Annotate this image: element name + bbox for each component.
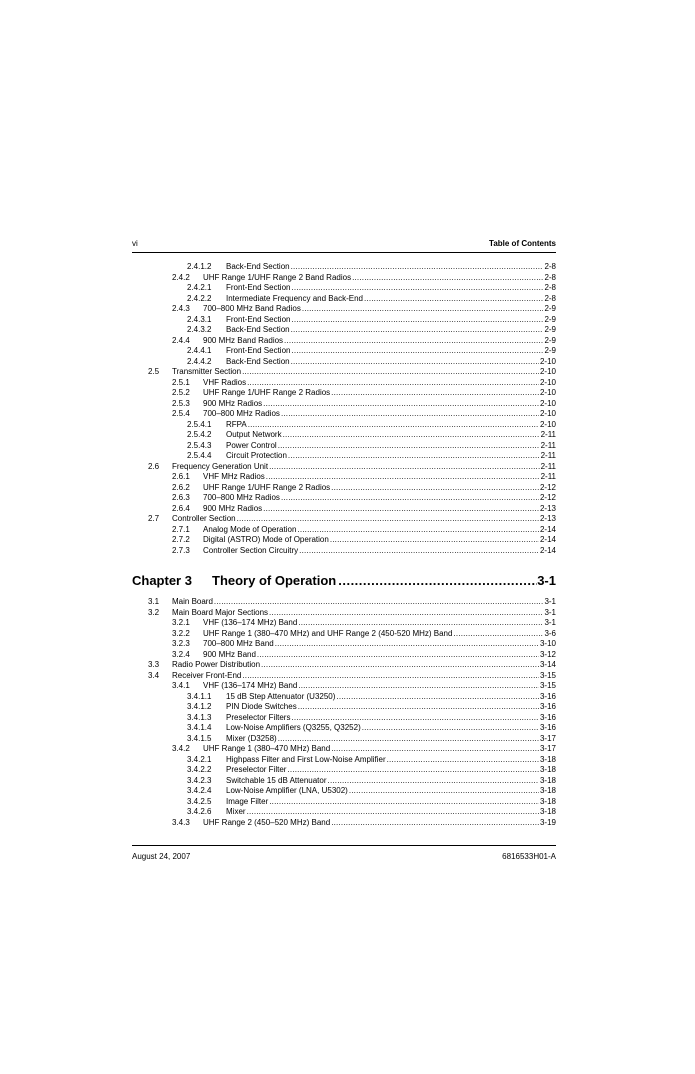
toc-entry-title: Controller Section Circuitry xyxy=(203,545,299,555)
toc-entry-page: 2-8 xyxy=(544,262,556,271)
toc-entry-title: Controller Section xyxy=(172,514,236,523)
toc-entry[interactable] xyxy=(132,409,556,420)
toc-entry-title: Front-End Section xyxy=(226,346,291,355)
toc-entry-number: 2.5.3 xyxy=(172,398,190,408)
toc-entry-title: Front-End Section xyxy=(226,283,291,292)
toc-entry-page: 3-18 xyxy=(539,796,556,806)
toc-entry-number: 2.5.4.1 xyxy=(187,419,212,429)
toc-entry-number: 2.4.3.1 xyxy=(187,314,212,324)
dot-leader xyxy=(283,430,540,441)
toc-entry-page: 3-18 xyxy=(539,775,556,785)
toc-entry-number: 2.5.4 xyxy=(172,409,190,418)
toc-entry[interactable] xyxy=(132,451,556,462)
toc-entry-page: 2-9 xyxy=(544,346,556,355)
dot-leader xyxy=(298,681,539,692)
toc-entry-page: 2-9 xyxy=(544,314,556,324)
toc-entry-title: 700–800 MHz Radios xyxy=(203,409,280,418)
toc-entry[interactable] xyxy=(132,755,556,766)
footer-doc-number: 6816533H01-A xyxy=(502,852,556,861)
dot-leader xyxy=(331,483,539,494)
dot-leader xyxy=(362,723,539,734)
toc-entry-number: 2.4.1.2 xyxy=(187,262,212,271)
toc-entry-page: 3-18 xyxy=(539,807,556,816)
dot-leader xyxy=(248,420,539,431)
toc-entry-title: 900 MHz Band Radios xyxy=(203,335,284,345)
dot-leader xyxy=(338,571,537,591)
toc-entry-page: 3-1 xyxy=(544,618,556,627)
toc-entry[interactable] xyxy=(132,702,556,713)
dot-leader xyxy=(291,315,543,326)
toc-entry-title: Digital (ASTRO) Mode of Operation xyxy=(203,535,329,544)
toc-list-chapter-3 xyxy=(132,597,556,828)
toc-entry-title: 700–800 MHz Band xyxy=(203,639,274,648)
toc-entry-title: Receiver Front-End xyxy=(172,670,242,680)
toc-entry-number: 2.5.4.4 xyxy=(187,451,212,460)
toc-entry-title: Circuit Protection xyxy=(226,451,287,460)
toc-entry-page: 3-18 xyxy=(539,754,556,764)
toc-entry-number: 2.5.1 xyxy=(172,377,190,387)
toc-entry[interactable] xyxy=(132,504,556,515)
toc-entry-title: VHF (136–174 MHz) Band xyxy=(203,618,298,627)
dot-leader xyxy=(331,818,539,829)
toc-entry[interactable] xyxy=(132,734,556,745)
toc-entry-title: Frequency Generation Unit xyxy=(172,461,269,471)
toc-entry-page: 2-9 xyxy=(544,335,556,345)
toc-entry[interactable] xyxy=(132,535,556,546)
toc-entry-number: 3.4.2.6 xyxy=(187,807,212,816)
toc-entry-number: 2.6.1 xyxy=(172,472,190,481)
toc-entry[interactable] xyxy=(132,618,556,629)
dot-leader xyxy=(364,294,543,305)
toc-entry-number: 3.1 xyxy=(148,597,160,606)
running-section-title: Table of Contents xyxy=(489,239,556,248)
toc-entry-page: 3-16 xyxy=(539,702,556,711)
toc-entry-number: 3.2.1 xyxy=(172,618,190,627)
toc-entry-number: 3.4.2.4 xyxy=(187,786,212,795)
dot-leader xyxy=(328,776,539,787)
toc-entry[interactable] xyxy=(132,514,556,525)
dot-leader xyxy=(331,744,539,755)
toc-entry-title: Mixer xyxy=(226,807,246,816)
toc-entry-title: Output Network xyxy=(226,430,282,439)
toc-entry-page: 2-8 xyxy=(544,272,556,282)
toc-entry-title: UHF Range 1/UHF Range 2 Radios xyxy=(203,482,331,492)
toc-entry-page: 2-14 xyxy=(539,524,556,534)
toc-entry-page: 3-6 xyxy=(544,628,556,638)
toc-entry-title: 15 dB Step Attenuator (U3250) xyxy=(226,691,336,701)
toc-entry-page: 3-14 xyxy=(539,660,556,669)
toc-entry-title: UHF Range 2 (450–520 MHz) Band xyxy=(203,817,331,827)
dot-leader xyxy=(284,336,543,347)
toc-entry-page: 2-13 xyxy=(539,514,556,523)
dot-leader xyxy=(453,629,543,640)
toc-entry-page: 2-9 xyxy=(544,325,556,334)
toc-entry-number: 3.4.2.2 xyxy=(187,765,212,774)
chapter-label: Chapter 3 xyxy=(132,573,192,588)
toc-entry-number: 3.4.1 xyxy=(172,681,190,690)
dot-leader xyxy=(237,514,539,525)
toc-entry-title: Highpass Filter and First Low-Noise Amplifier xyxy=(226,754,386,764)
toc-entry-number: 2.4.4 xyxy=(172,335,190,345)
toc-entry[interactable] xyxy=(132,357,556,368)
toc-entry[interactable] xyxy=(132,671,556,682)
toc-entry[interactable] xyxy=(132,441,556,452)
toc-entry-title: UHF Range 1 (380–470 MHz) and UHF Range 2 (450-520 MHz) Band xyxy=(203,628,453,638)
toc-entry-number: 2.7.3 xyxy=(172,545,190,555)
toc-entry-number: 3.4.1.3 xyxy=(187,712,212,722)
toc-entry-title: UHF Range 1 (380–470 MHz) Band xyxy=(203,744,331,753)
toc-entry-title: UHF Range 1/UHF Range 2 Radios xyxy=(203,388,331,397)
dot-leader xyxy=(247,378,539,389)
dot-leader xyxy=(302,304,544,315)
toc-entry-number: 3.4.1.5 xyxy=(187,733,212,743)
dot-leader xyxy=(297,525,539,536)
toc-entry-page: 3-16 xyxy=(539,723,556,732)
toc-entry-page: 2-13 xyxy=(539,503,556,513)
toc-entry-page: 3-16 xyxy=(539,712,556,722)
dot-leader xyxy=(242,671,539,682)
dot-leader xyxy=(298,702,539,713)
toc-entry-title: VHF Radios xyxy=(203,377,247,387)
toc-entry-title: Switchable 15 dB Attenuator xyxy=(226,775,327,785)
toc-entry-page: 2-11 xyxy=(540,472,556,481)
toc-entry[interactable] xyxy=(132,346,556,357)
toc-entry[interactable] xyxy=(132,283,556,294)
toc-entry-page: 3-12 xyxy=(539,649,556,659)
toc-entry-number: 3.4.2 xyxy=(172,744,190,753)
toc-entry-number: 3.4.1.1 xyxy=(187,691,212,701)
toc-entry[interactable] xyxy=(132,797,556,808)
dot-leader xyxy=(352,273,543,284)
toc-entry-page: 2-10 xyxy=(539,409,556,418)
toc-entry-page: 2-8 xyxy=(544,293,556,303)
toc-entry-title: 900 MHz Radios xyxy=(203,503,263,513)
toc-entry-title: Low-Noise Amplifier (LNA, U5302) xyxy=(226,786,348,795)
toc-entry-title: Radio Power Distribution xyxy=(172,660,261,669)
toc-entry-number: 3.4.2.1 xyxy=(187,754,212,764)
toc-entry[interactable] xyxy=(132,336,556,347)
toc-entry-page: 3-18 xyxy=(539,786,556,795)
dot-leader xyxy=(214,597,544,608)
toc-entry-number: 3.2.3 xyxy=(172,639,190,648)
toc-entry-page: 2-9 xyxy=(544,304,556,313)
toc-entry-page: 2-12 xyxy=(539,493,556,502)
toc-entry-page: 2-10 xyxy=(539,377,556,387)
toc-entry[interactable] xyxy=(132,744,556,755)
toc-entry-title: 700–800 MHz Radios xyxy=(203,493,280,502)
toc-entry-title: Preselector Filters xyxy=(226,712,291,722)
dot-leader xyxy=(257,650,539,661)
dot-leader xyxy=(288,451,540,462)
toc-entry[interactable] xyxy=(132,723,556,734)
toc-entry-title: Image Filter xyxy=(226,796,269,806)
toc-entry-title: Front-End Section xyxy=(226,314,291,324)
toc-entry-page: 3-17 xyxy=(539,744,556,753)
toc-entry-title: Back-End Section xyxy=(226,262,290,271)
dot-leader xyxy=(281,493,539,504)
toc-entry[interactable] xyxy=(132,483,556,494)
toc-entry-title: PIN Diode Switches xyxy=(226,702,297,711)
toc-entry-title: UHF Range 1/UHF Range 2 Band Radios xyxy=(203,272,352,282)
toc-entry-number: 3.4.3 xyxy=(172,817,190,827)
toc-entry-number: 3.4.1.4 xyxy=(187,723,212,732)
page-header xyxy=(132,237,556,255)
toc-entry-title: Analog Mode of Operation xyxy=(203,524,297,534)
toc-entry-title: 900 MHz Band xyxy=(203,649,256,659)
toc-entry-page: 3-15 xyxy=(539,681,556,690)
toc-entry-title: 700–800 MHz Band Radios xyxy=(203,304,301,313)
toc-entry-number: 3.4.2.5 xyxy=(187,796,212,806)
footer-rule xyxy=(132,845,556,846)
toc-entry-page: 3-17 xyxy=(539,733,556,743)
toc-entry-page: 2-11 xyxy=(540,440,556,450)
dot-leader xyxy=(291,346,543,357)
dot-leader xyxy=(299,546,539,557)
toc-entry-title: Main Board xyxy=(172,597,213,606)
page-footer xyxy=(132,845,556,865)
toc-entry-number: 2.7.1 xyxy=(172,524,190,534)
toc-entry[interactable] xyxy=(132,597,556,608)
dot-leader xyxy=(261,660,539,671)
toc-entry[interactable] xyxy=(132,388,556,399)
dot-leader xyxy=(330,535,539,546)
dot-leader xyxy=(298,618,543,629)
toc-entry[interactable] xyxy=(132,493,556,504)
toc-entry-page: 3-18 xyxy=(539,765,556,774)
toc-entry-page: 2-10 xyxy=(539,388,556,397)
toc-entry-title: 900 MHz Radios xyxy=(203,398,263,408)
toc-entry[interactable] xyxy=(132,786,556,797)
dot-leader xyxy=(269,608,543,619)
toc-entry-title: Intermediate Frequency and Back-End xyxy=(226,293,363,303)
toc-entry[interactable] xyxy=(132,430,556,441)
toc-entry-page: 2-10 xyxy=(539,367,556,376)
toc-entry-page: 3-19 xyxy=(539,817,556,827)
toc-entry[interactable] xyxy=(132,776,556,787)
dot-leader xyxy=(331,388,539,399)
dot-leader xyxy=(266,472,540,483)
toc-entry-number: 2.6.2 xyxy=(172,482,190,492)
toc-entry-number: 2.4.2.2 xyxy=(187,293,212,303)
toc-entry-title: Back-End Section xyxy=(226,325,290,334)
toc-entry-number: 2.5.4.2 xyxy=(187,430,212,439)
toc-entry-number: 2.7.2 xyxy=(172,535,190,544)
dot-leader xyxy=(287,765,539,776)
dot-leader xyxy=(291,283,543,294)
toc-entry-title: VHF MHz Radios xyxy=(203,472,265,481)
toc-entry[interactable] xyxy=(132,525,556,536)
toc-entry-number: 2.5.4.3 xyxy=(187,440,212,450)
toc-entry[interactable] xyxy=(132,367,556,378)
dot-leader xyxy=(291,325,544,336)
dot-leader xyxy=(281,409,539,420)
dot-leader xyxy=(247,807,539,818)
dot-leader xyxy=(278,734,539,745)
toc-entry-page: 3-16 xyxy=(539,691,556,701)
toc-entry-number: 3.4.1.2 xyxy=(187,702,212,711)
toc-entry-number: 3.2.2 xyxy=(172,628,190,638)
toc-entry-number: 2.4.3 xyxy=(172,304,190,313)
toc-entry-title: VHF (136–174 MHz) Band xyxy=(203,681,298,690)
toc-entry-page: 2-11 xyxy=(540,451,556,460)
toc-entry-number: 2.4.4.2 xyxy=(187,356,212,366)
toc-entry-number: 3.4.2.3 xyxy=(187,775,212,785)
toc-entry-page: 2-8 xyxy=(544,283,556,292)
toc-entry-title: Transmitter Section xyxy=(172,367,242,376)
toc-entry-page: 3-15 xyxy=(539,670,556,680)
toc-entry[interactable] xyxy=(132,325,556,336)
dot-leader xyxy=(291,357,539,368)
toc-entry-number: 2.6 xyxy=(148,461,160,471)
toc-entry-page: 3-1 xyxy=(544,607,556,617)
toc-entry[interactable] xyxy=(132,692,556,703)
toc-entry[interactable] xyxy=(132,304,556,315)
toc-entry-title: Back-End Section xyxy=(226,356,290,366)
toc-entry-title: Power Control xyxy=(226,440,277,450)
toc-entry-number: 3.4 xyxy=(148,670,160,680)
dot-leader xyxy=(291,262,544,273)
toc-entry-number: 2.5 xyxy=(148,367,160,376)
toc-entry-number: 2.4.3.2 xyxy=(187,325,212,334)
page-number: vi xyxy=(132,239,138,248)
toc-entry-number: 2.5.2 xyxy=(172,388,190,397)
chapter-title: Theory of Operation xyxy=(212,573,337,588)
dot-leader xyxy=(275,639,539,650)
toc-entry-number: 2.6.4 xyxy=(172,503,190,513)
dot-leader xyxy=(269,797,539,808)
toc-entry-page: 3-10 xyxy=(539,639,556,648)
toc-entry-title: Preselector Filter xyxy=(226,765,287,774)
dot-leader xyxy=(291,713,539,724)
toc-entry-number: 3.3 xyxy=(148,660,160,669)
toc-entry-number: 2.4.2 xyxy=(172,272,190,282)
toc-entry-title: Mixer (D3258) xyxy=(226,733,277,743)
dot-leader xyxy=(336,692,539,703)
toc-list-chapter-2 xyxy=(132,262,556,556)
toc-entry[interactable] xyxy=(132,660,556,671)
dot-leader xyxy=(349,786,539,797)
toc-entry[interactable] xyxy=(132,650,556,661)
toc-entry-page: 2-11 xyxy=(540,461,556,471)
toc-entry[interactable] xyxy=(132,315,556,326)
toc-entry[interactable] xyxy=(132,629,556,640)
toc-entry[interactable] xyxy=(132,765,556,776)
dot-leader xyxy=(387,755,539,766)
toc-entry-title: Low-Noise Amplifiers (Q3255, Q3252) xyxy=(226,723,361,732)
toc-entry-title: Main Board Major Sections xyxy=(172,607,269,617)
dot-leader xyxy=(263,504,539,515)
toc-entry[interactable] xyxy=(132,472,556,483)
footer-date: August 24, 2007 xyxy=(132,852,191,861)
toc-entry[interactable] xyxy=(132,378,556,389)
toc-entry[interactable] xyxy=(132,294,556,305)
toc-entry-title: RFPA xyxy=(226,419,247,429)
toc-entry-page: 2-10 xyxy=(539,398,556,408)
chapter-page: 3-1 xyxy=(537,573,556,588)
toc-entry-number: 3.2.4 xyxy=(172,649,190,659)
toc-entry[interactable] xyxy=(132,420,556,431)
toc-entry[interactable] xyxy=(132,639,556,650)
chapter-heading[interactable] xyxy=(132,571,556,591)
toc-entry[interactable] xyxy=(132,807,556,818)
toc-entry-number: 2.4.2.1 xyxy=(187,283,212,292)
toc-entry-number: 2.6.3 xyxy=(172,493,190,502)
toc-entry-page: 2-14 xyxy=(539,545,556,555)
toc-entry[interactable] xyxy=(132,462,556,473)
toc-entry-page: 2-10 xyxy=(539,356,556,366)
dot-leader xyxy=(263,399,539,410)
toc-entry-page: 3-1 xyxy=(544,597,556,606)
toc-entry[interactable] xyxy=(132,399,556,410)
header-rule xyxy=(132,252,556,253)
dot-leader xyxy=(269,462,540,473)
toc-entry-page: 2-10 xyxy=(539,419,556,429)
toc-entry[interactable] xyxy=(132,818,556,829)
toc-entry[interactable] xyxy=(132,273,556,284)
toc-entry[interactable] xyxy=(132,546,556,557)
toc-entry-number: 2.7 xyxy=(148,514,160,523)
toc-entry-number: 3.2 xyxy=(148,607,160,617)
toc-entry-page: 2-14 xyxy=(539,535,556,544)
toc-entry-page: 2-12 xyxy=(539,482,556,492)
toc-entry-page: 2-11 xyxy=(540,430,556,439)
toc-entry-number: 2.4.4.1 xyxy=(187,346,212,355)
toc-entry[interactable] xyxy=(132,681,556,692)
dot-leader xyxy=(242,367,539,378)
toc-entry[interactable] xyxy=(132,713,556,724)
toc-entry[interactable] xyxy=(132,262,556,273)
toc-entry[interactable] xyxy=(132,608,556,619)
dot-leader xyxy=(278,441,540,452)
